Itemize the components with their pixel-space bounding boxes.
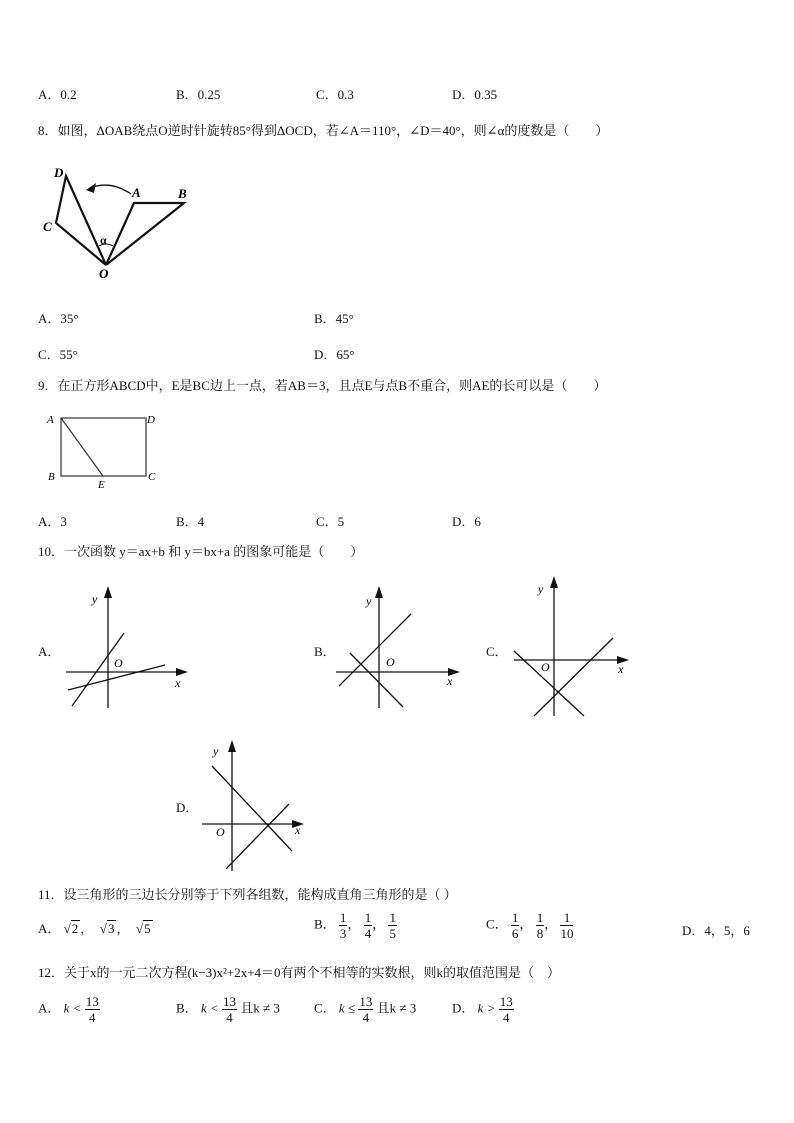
q10b-y-label: y — [366, 594, 372, 608]
q9-option-d: D．6 — [452, 514, 481, 529]
q12-option-a-expr: k < — [63, 1000, 82, 1016]
fraction: $\frac{1}{4}$ — [364, 910, 372, 941]
q10b-origin-label: O — [386, 655, 395, 669]
fraction: $\frac{13}{4}$ — [499, 994, 513, 1025]
q10-option-d-label: D． — [176, 800, 199, 815]
q8-option-c: C．55° — [38, 347, 78, 362]
q12-option-a-label: A． — [38, 1000, 61, 1016]
q11-option-d: D．4，5，6 — [682, 923, 750, 938]
q8-rotation-figure — [36, 158, 196, 278]
q10-option-c-label: C． — [486, 644, 508, 659]
q9-label-e: E — [98, 479, 105, 490]
q10-stem: 10．一次函数 y＝ax+b 和 y＝bx+a 的图象可能是（ ） — [38, 544, 364, 559]
q12-option-c-condition: 且k ≠ 3 — [376, 1000, 417, 1016]
q12-option-c — [314, 994, 416, 1025]
q8-label-d: D — [54, 165, 64, 180]
fraction: $\frac{13}{4}$ — [359, 994, 373, 1025]
fraction: $\frac{1}{6}$ — [511, 910, 519, 941]
q9-stem: 9．在正方形ABCD中，E是BC边上一点，若AB＝3，且点E与点B不重合，则AE的长可以是（ ） — [38, 378, 607, 393]
q11-option-a: A． √2 ， √3 ， √5 — [38, 921, 151, 936]
fraction: $\frac{1}{8}$ — [536, 910, 544, 941]
q10-option-a-label: A． — [38, 644, 61, 659]
q10-graph-c — [508, 574, 638, 719]
sqrt-expression: √5 — [135, 921, 151, 936]
q12-option-d-label: D． — [452, 1000, 475, 1016]
q8-label-b: B — [178, 186, 187, 201]
q11-option-b: B． $\frac{1}{3}$ ， $\frac{1}{4}$ ， $\frac{1}{5}$ — [314, 910, 396, 941]
q9-label-a: A — [47, 414, 54, 426]
q10c-origin-label: O — [541, 660, 550, 674]
q10a-y-label: y — [92, 592, 98, 606]
q11-stem: 11．设三角形的三边长分别等于下列各组数，能构成直角三角形的是（ ） — [38, 887, 457, 902]
q11-option-c: C． $\frac{1}{6}$ ， $\frac{1}{8}$ ， $\frac{1}{10}$ — [486, 910, 574, 941]
fraction: $\frac{1}{10}$ — [560, 910, 574, 941]
q10d-x-label: x — [295, 823, 301, 837]
fraction: $\frac{13}{4}$ — [85, 994, 99, 1025]
q10-graph-a — [62, 586, 192, 711]
q7-option-a: A．0.2 — [38, 87, 77, 102]
q10d-y-label: y — [213, 744, 219, 758]
q8-option-a: A．35° — [38, 311, 79, 326]
fraction: $\frac{13}{4}$ — [222, 994, 236, 1025]
q9-option-a: A．3 — [38, 514, 67, 529]
q10-graph-d — [196, 738, 311, 873]
q11-option-a-label: A． — [38, 921, 61, 936]
q8-label-a: A — [132, 185, 141, 200]
sqrt-expression: √3 — [99, 921, 115, 936]
q8-stem: 8．如图，ΔOAB绕点O逆时针旋转85°得到ΔOCD，若∠A＝110°，∠D＝40°，则∠α的度数是（ ） — [38, 123, 609, 138]
q12-option-c-expr: k ≤ — [338, 1000, 356, 1016]
q7-option-d: D．0.35 — [452, 87, 498, 102]
q8-option-d: D．65° — [314, 347, 355, 362]
q8-label-o: O — [99, 266, 109, 278]
q11-option-b-label: B． — [314, 916, 336, 932]
q10d-origin-label: O — [216, 825, 225, 839]
q10-graph-b — [334, 586, 464, 711]
q9-square-figure — [44, 410, 164, 490]
q10b-x-label: x — [447, 674, 453, 688]
q8-option-b: B．45° — [314, 311, 354, 326]
q8-label-c: C — [43, 219, 52, 234]
q7-option-c: C．0.3 — [316, 87, 354, 102]
q9-option-c: C．5 — [316, 514, 345, 529]
q9-option-b: B．4 — [176, 514, 205, 529]
q12-option-b-label: B． — [176, 1000, 198, 1016]
q12-stem: 12．关于x的一元二次方程(k−3)x²+2x+4＝0有两个不相等的实数根，则k的取值范围是（ ） — [38, 965, 561, 980]
q9-label-d: D — [147, 414, 155, 426]
q9-label-b: B — [48, 471, 55, 483]
q10c-x-label: x — [618, 662, 624, 676]
sqrt-expression: √2 — [63, 921, 79, 936]
q12-option-b-expr: k < — [200, 1000, 219, 1016]
fraction: $\frac{1}{5}$ — [389, 910, 396, 941]
q12-option-c-label: C． — [314, 1000, 336, 1016]
q12-option-d — [452, 994, 514, 1025]
q10-option-b-label: B． — [314, 644, 336, 659]
fraction: $\frac{1}{3}$ — [339, 910, 347, 941]
q9-label-c: C — [148, 471, 156, 483]
q12-option-a — [38, 994, 100, 1025]
q12-option-b — [176, 994, 280, 1025]
q10a-x-label: x — [175, 676, 181, 690]
q11-option-c-label: C． — [486, 916, 508, 932]
q10a-origin-label: O — [114, 656, 123, 670]
q8-label-alpha: α — [100, 233, 107, 247]
q7-option-b: B．0.25 — [176, 87, 221, 102]
q10c-y-label: y — [538, 582, 544, 596]
q12-option-b-condition: 且k ≠ 3 — [240, 1000, 280, 1016]
q12-option-d-expr: k > — [477, 1000, 496, 1016]
